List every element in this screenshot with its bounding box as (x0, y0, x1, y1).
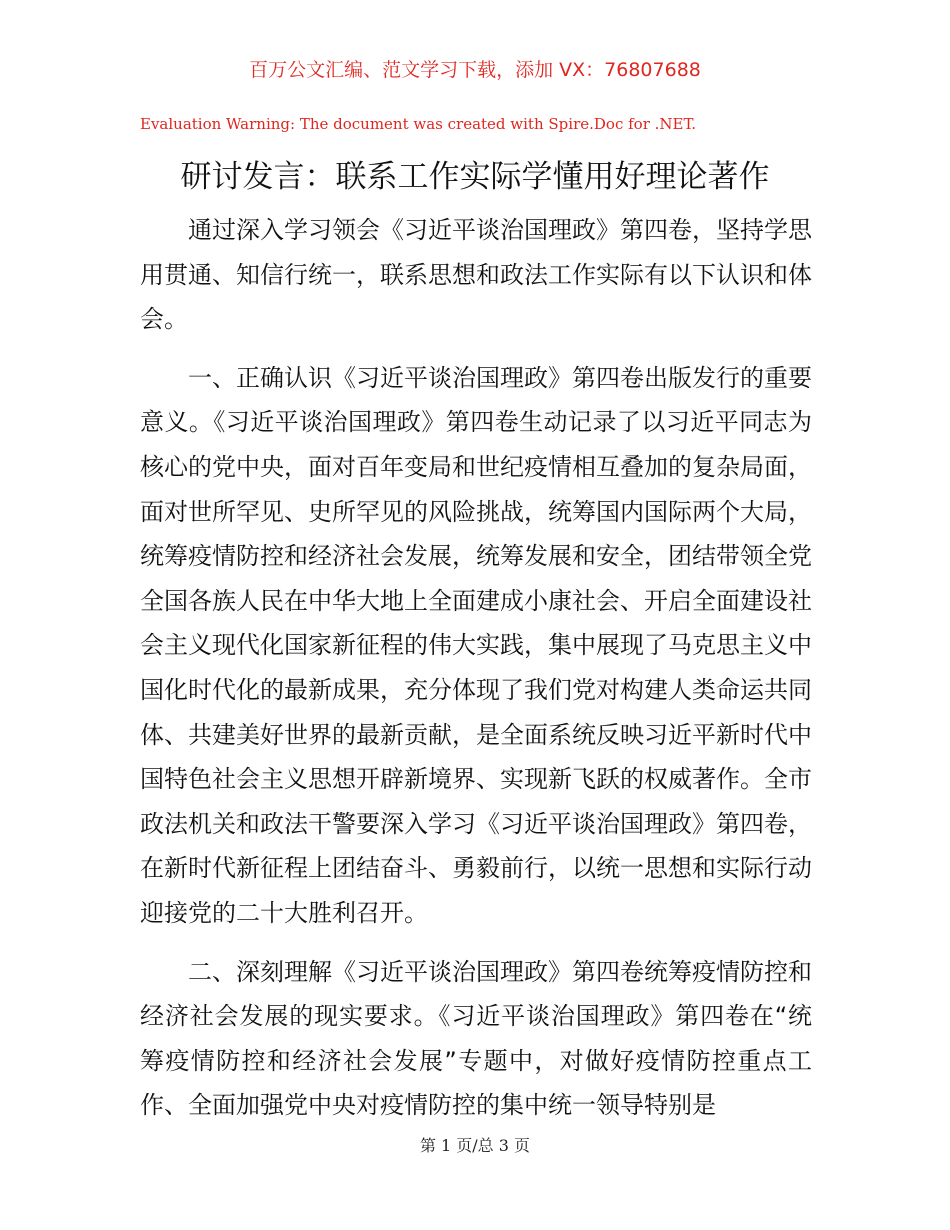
document-title: 研讨发言：联系工作实际学懂用好理论著作 (180, 159, 770, 195)
evaluation-warning: Evaluation Warning: The document was created with Spire.Doc for .NET. (140, 115, 697, 133)
paragraph-section-one: 一、正确认识《习近平谈治国理政》第四卷出版发行的重要意义。《习近平谈治国理政》第四卷生动记录了以习近平同志为核心的党中央，面对百年变局和世纪疫情相互叠加的复杂局面，面对世所罕见、史所罕见的风险挑战，统筹国内国际两个大局，统筹疫情防控和经济社会发展，统筹发展和安全，团结带领全党全国各族人民在中华大地上全面建成小康社会、开启全面建设社会主义现代化国家新征程的伟大实践，集中展现了马克思主义中国化时代化的最新成果，充分体现了我们党对构建人类命运共同体、共建美好世界的最新贡献，是全面系统反映习近平新时代中国特色社会主义思想开辟新境界、实现新飞跃的权威著作。全市政法机关和政法干警要深入学习《习近平谈治国理政》第四卷，在新时代新征程上团结奋斗、勇毅前行，以统一思想和实际行动迎接党的二十大胜利召开。 (140, 363, 812, 927)
header-ad-text: 百万公文汇编、范文学习下载，添加 VX：76807688 (249, 59, 701, 81)
paragraph-intro: 通过深入学习领会《习近平谈治国理政》第四卷，坚持学思用贯通、知信行统一，联系思想和政法工作实际有以下认识和体会。 (140, 216, 812, 334)
document-body (140, 208, 812, 1128)
paragraph-section-two: 二、深刻理解《习近平谈治国理政》第四卷统筹疫情防控和经济社会发展的现实要求。《习近平谈治国理政》第四卷在“统筹疫情防控和经济社会发展”专题中，对做好疫情防控重点工作、全面加强党中央对疫情防控的集中统一领导特别是 (140, 957, 812, 1120)
page-number-footer: 第 1 页/总 3 页 (419, 1136, 531, 1155)
